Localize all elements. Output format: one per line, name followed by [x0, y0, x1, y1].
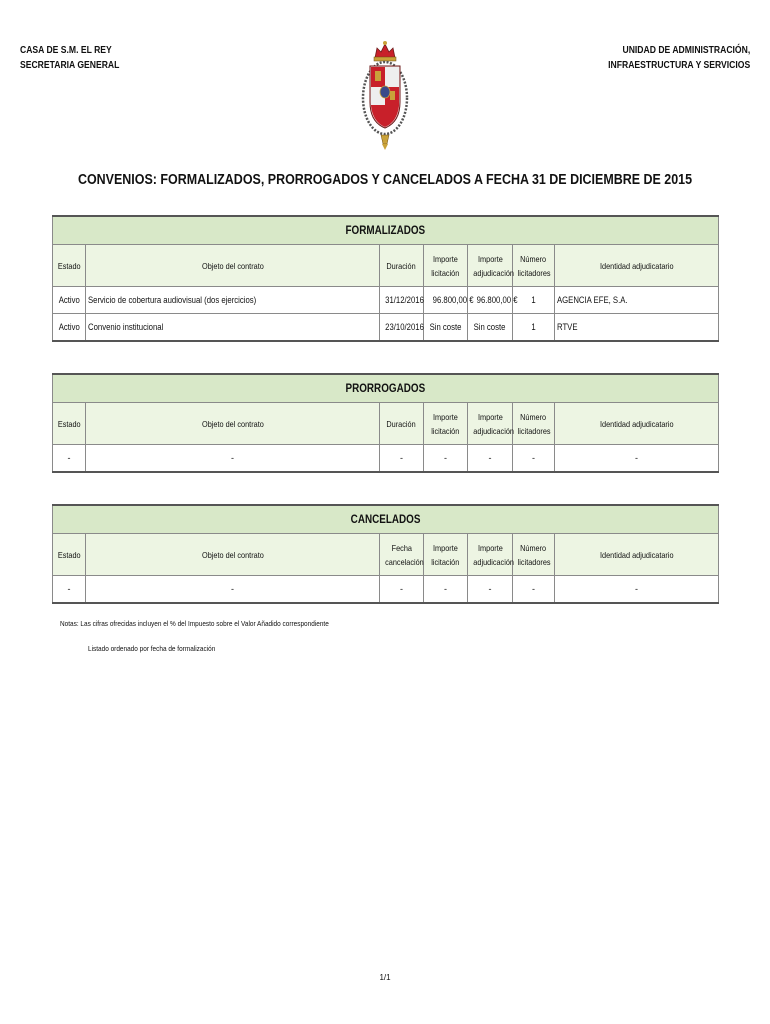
cell-estado: Activo — [53, 314, 86, 342]
col-identidad: Identidad adjudicatario — [555, 403, 719, 445]
col-estado: Estado — [53, 403, 86, 445]
cell-importe-adjudicacion: 96.800,00 € — [468, 287, 513, 314]
col-estado: Estado — [53, 534, 86, 576]
cell-importe-licitacion: - — [424, 576, 468, 604]
col-importe-adjudicacion: Importe adjudicación — [468, 534, 513, 576]
formalizados-table — [52, 215, 719, 342]
col-objeto: Objeto del contrato — [86, 245, 380, 287]
cell-importe-licitacion: Sin coste — [424, 314, 468, 342]
col-importe-adjudicacion: Importe adjudicación — [468, 245, 513, 287]
section-heading-prorrogados: PRORROGADOS — [53, 374, 719, 403]
table-row — [53, 287, 719, 314]
table-row — [53, 576, 719, 604]
header-left — [20, 43, 119, 73]
page-title: CONVENIOS: FORMALIZADOS, PRORROGADOS Y CANCELADOS A FECHA 31 DE DICIEMBRE DE 2015 — [77, 172, 693, 188]
cell-estado: - — [53, 445, 86, 473]
col-importe-adjudicacion: Importe adjudicación — [468, 403, 513, 445]
notes-line1: Notas: Las cifras ofrecidas incluyen el % del Impuesto sobre el Valor Añadido correspondiente — [60, 619, 329, 628]
table-row — [53, 445, 719, 473]
header-right-line2: INFRAESTRUCTURA Y SERVICIOS — [607, 60, 750, 71]
col-duracion: Duración — [380, 403, 424, 445]
column-header-row — [53, 403, 719, 445]
cell-estado: - — [53, 576, 86, 604]
cell-duracion: 31/12/2016 — [380, 287, 424, 314]
cell-duracion: - — [380, 445, 424, 473]
cell-identidad: RTVE — [555, 314, 719, 342]
cell-importe-adjudicacion: - — [468, 576, 513, 604]
header-left-line1: CASA DE S.M. EL REY — [20, 45, 112, 56]
header-right-line1: UNIDAD DE ADMINISTRACIÓN, — [622, 45, 750, 56]
cell-duracion: 23/10/2016 — [380, 314, 424, 342]
header-right — [608, 43, 750, 73]
notes-line2: Listado ordenado por fecha de formalización — [88, 644, 216, 653]
cell-importe-adjudicacion: - — [468, 445, 513, 473]
cell-numero-licitadores: 1 — [513, 314, 555, 342]
col-objeto: Objeto del contrato — [86, 534, 380, 576]
cell-identidad: - — [555, 445, 719, 473]
cancelados-table — [52, 504, 719, 604]
col-numero-licitadores: Número licitadores — [513, 245, 555, 287]
cell-numero-licitadores: - — [513, 445, 555, 473]
column-header-row — [53, 245, 719, 287]
col-fecha-cancelacion: Fecha cancelación — [380, 534, 424, 576]
cell-objeto: Convenio institucional — [86, 314, 380, 342]
col-importe-licitacion: Importe licitación — [424, 245, 468, 287]
col-objeto: Objeto del contrato — [86, 403, 380, 445]
section-heading-cancelados: CANCELADOS — [53, 505, 719, 534]
cell-identidad: AGENCIA EFE, S.A. — [555, 287, 719, 314]
col-importe-licitacion: Importe licitación — [424, 403, 468, 445]
cell-identidad: - — [555, 576, 719, 604]
column-header-row — [53, 534, 719, 576]
cell-importe-licitacion: 96.800,00 € — [424, 287, 468, 314]
cell-importe-licitacion: - — [424, 445, 468, 473]
page-number: 1/1 — [379, 973, 391, 982]
cell-objeto: - — [86, 576, 380, 604]
header-left-line2: SECRETARIA GENERAL — [20, 60, 120, 71]
col-identidad: Identidad adjudicatario — [555, 245, 719, 287]
section-heading-formalizados: FORMALIZADOS — [53, 216, 719, 245]
cell-objeto: - — [86, 445, 380, 473]
col-numero-licitadores: Número licitadores — [513, 403, 555, 445]
col-numero-licitadores: Número licitadores — [513, 534, 555, 576]
prorrogados-table — [52, 373, 719, 473]
royal-coat-of-arms-icon — [361, 40, 409, 150]
col-duracion: Duración — [380, 245, 424, 287]
cell-numero-licitadores: 1 — [513, 287, 555, 314]
cell-objeto: Servicio de cobertura audiovisual (dos ejercicios) — [86, 287, 380, 314]
cell-importe-adjudicacion: Sin coste — [468, 314, 513, 342]
col-importe-licitacion: Importe licitación — [424, 534, 468, 576]
cell-fecha: - — [380, 576, 424, 604]
col-estado: Estado — [53, 245, 86, 287]
cell-estado: Activo — [53, 287, 86, 314]
cell-numero-licitadores: - — [513, 576, 555, 604]
col-identidad: Identidad adjudicatario — [555, 534, 719, 576]
table-row — [53, 314, 719, 342]
